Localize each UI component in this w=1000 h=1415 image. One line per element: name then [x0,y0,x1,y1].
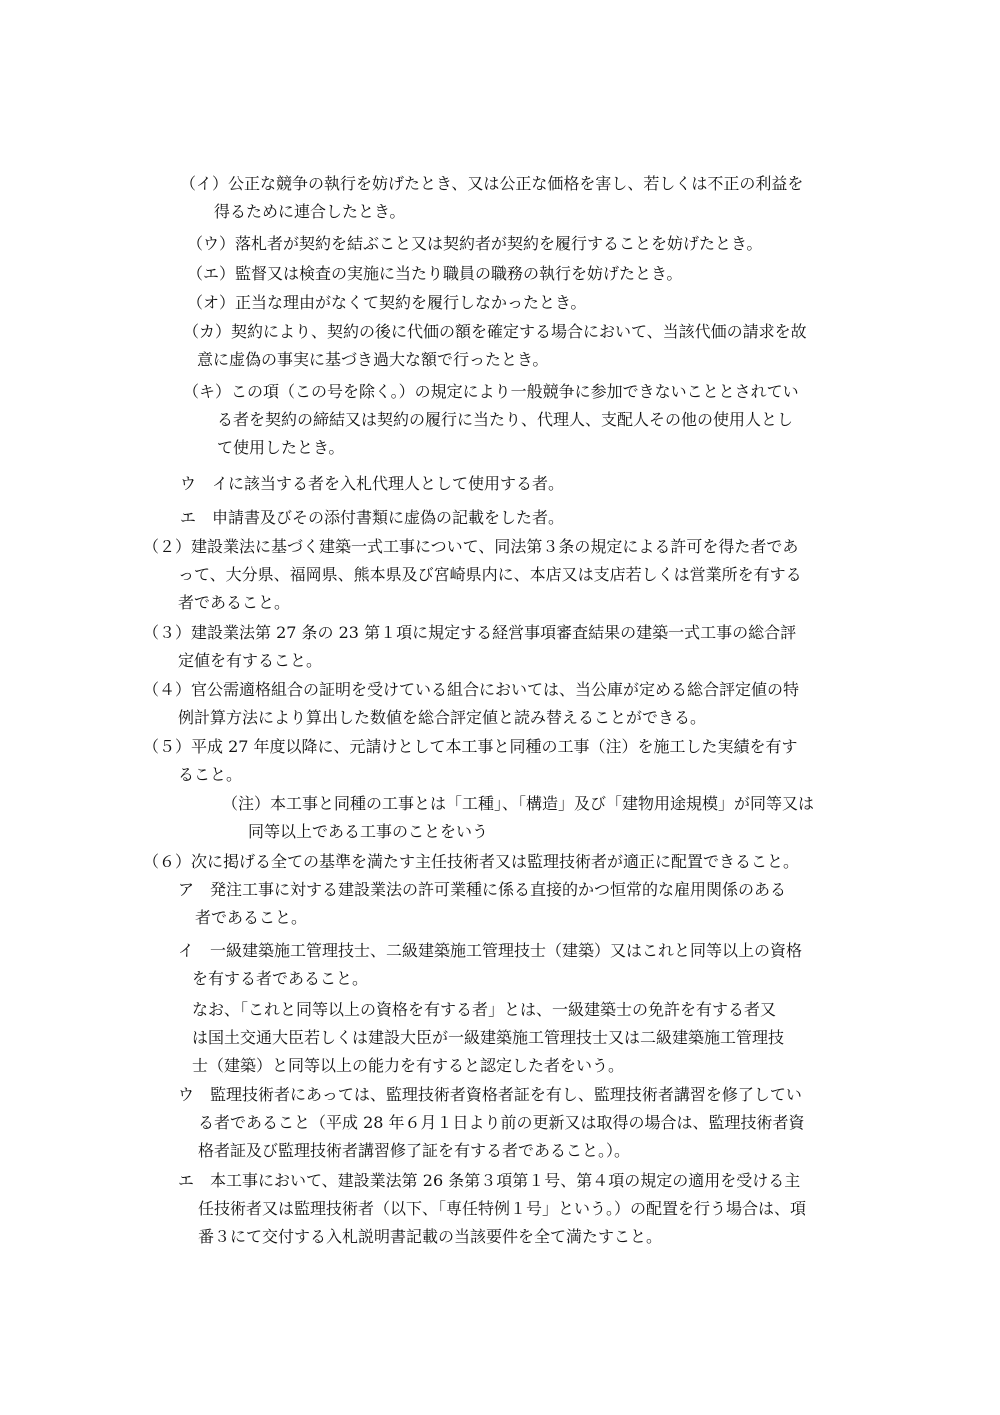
clause-line: ア 発注工事に対する建設業法の許可業種に係る直接的かつ恒常的な雇用関係のある [178,880,787,899]
clause-line: ること。 [178,765,243,784]
clause-line: （４）官公需適格組合の証明を受けている組合においては、当公庫が定める総合評定値の特 [143,680,800,699]
clause-line: ウ イに該当する者を入札代理人として使用する者。 [180,474,565,493]
clause-line: （６）次に掲げる全ての基準を満たす主任技術者又は監理技術者が適正に配置できること。 [143,852,800,871]
clause-line: は国土交通大臣若しくは建設大臣が一級建築施工管理技士又は二級建築施工管理技 [192,1028,785,1047]
item-i-note [192,996,784,1080]
clause-line: イ 一級建築施工管理技士、二級建築施工管理技士（建築）又はこれと同等以上の資格 [178,941,803,960]
clause-line: （ウ）落札者が契約を結ぶこと又は契約者が契約を履行することを妨げたとき。 [187,234,763,253]
clause-line: （キ）この項（この号を除く。）の規定により一般競争に参加できないこととされてい [183,382,799,401]
clause-line: 任技術者又は監理技術者（以下、「専任特例１号」という。）の配置を行う場合は、項 [198,1199,807,1218]
clause-line: 士（建築）と同等以上の能力を有すると認定した者をいう。 [192,1056,625,1075]
clause-line: 格者証及び監理技術者講習修了証を有する者であること。）。 [198,1141,631,1160]
clause-line: 得るために連合したとき。 [214,202,406,221]
clause-line: （５）平成 27 年度以降に、元請けとして本工事と同種の工事（注）を施工した実績を有す [143,737,798,756]
clause-line: 定値を有すること。 [178,651,323,670]
clause-line: （エ）監督又は検査の実施に当たり職員の職務の執行を妨げたとき。 [187,264,683,283]
clause-line: って、大分県、福岡県、熊本県及び宮崎県内に、本店又は支店若しくは営業所を有する [178,565,802,584]
note [222,790,814,846]
item-e [180,504,564,532]
clause-line: 者であること。 [178,593,291,612]
clause-line: （オ）正当な理由がなくて契約を履行しなかったとき。 [187,293,587,312]
clause-line: なお、「これと同等以上の資格を有する者」とは、一級建築士の免許を有する者又 [192,1000,777,1019]
item-u [180,470,564,498]
clause-line: る者であること（平成 28 年６月１日より前の更新又は取得の場合は、監理技術者資 [198,1113,805,1132]
clause-i [180,170,803,226]
clause-line: 者であること。 [195,908,308,927]
clause-line: 番３にて交付する入札説明書記載の当該要件を全て満たすこと。 [198,1227,663,1246]
clause-line: エ 本工事において、建設業法第 26 条第３項第１号、第４項の規定の適用を受ける主 [178,1171,801,1190]
clause-line: （２）建設業法に基づく建築一式工事について、同法第３条の規定による許可を得た者であ [143,537,799,556]
section-4 [143,676,799,732]
item-u-2 [178,1081,805,1165]
clause-line: ウ 監理技術者にあっては、監理技術者資格者証を有し、監理技術者講習を修了してい [178,1085,802,1104]
clause-line: エ 申請書及びその添付書類に虚偽の記載をした者。 [180,508,565,527]
section-2 [143,533,802,617]
clause-line: て使用したとき。 [217,438,345,457]
item-i [178,937,802,993]
clause-ki [183,378,799,462]
clause-ka [183,318,807,374]
clause-line: る者を契約の締結又は契約の履行に当たり、代理人、支配人その他の使用人とし [217,410,794,429]
item-e-2 [178,1167,806,1251]
clause-line: （イ）公正な競争の執行を妨げたとき、又は公正な価格を害し、若しくは不正の利益を [180,174,804,193]
clause-line: （注）本工事と同種の工事とは「工種」、「構造」及び「建物用途規模」が同等又は [222,794,815,813]
item-a [178,876,786,932]
clause-line: を有する者であること。 [192,969,369,988]
clause-line: （カ）契約により、契約の後に代価の額を確定する場合において、当該代価の請求を故 [183,322,807,341]
clause-line: （３）建設業法第 27 条の 23 第１項に規定する経営事項審査結果の建築一式工事の総合評 [143,623,797,642]
clause-u [187,230,762,258]
section-3 [143,619,796,675]
clause-line: 同等以上である工事のことをいう [248,822,489,841]
clause-o [187,289,586,317]
section-6 [143,848,799,876]
section-5 [143,733,798,789]
clause-line: 意に虚偽の事実に基づき過大な額で行ったとき。 [197,350,549,369]
clause-e [187,260,682,288]
clause-line: 例計算方法により算出した数値を総合評定値と読み替えることができる。 [178,708,707,727]
